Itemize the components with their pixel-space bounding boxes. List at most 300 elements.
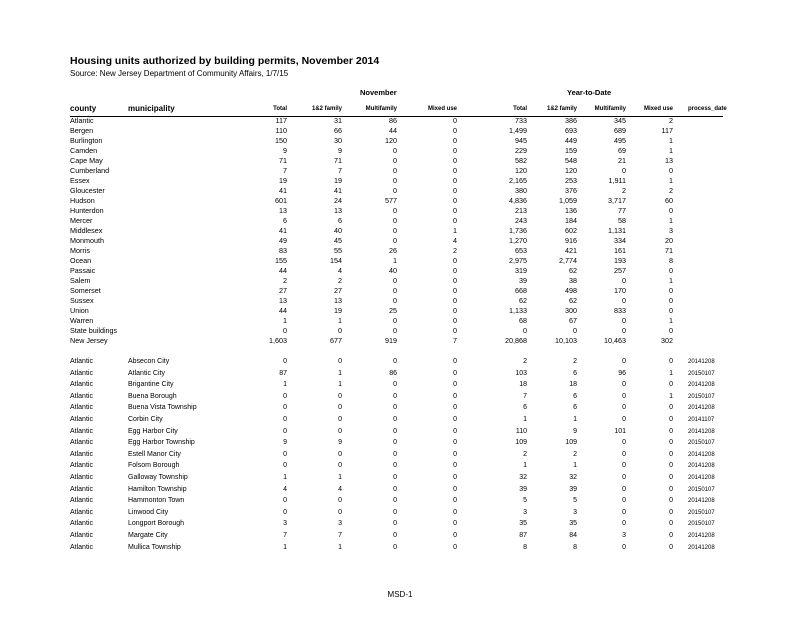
multifamily-cell: 1 [393, 256, 397, 265]
col-header-one-two-family: 1&2 family [311, 106, 342, 112]
group-header-ytd: Year-to-Date [567, 88, 612, 97]
ytd-total-cell: 213 [515, 206, 527, 215]
ytd-one-two-family-cell: 67 [569, 316, 577, 325]
county-cell: Atlantic [70, 416, 93, 423]
ytd-mixed-use-cell: 8 [669, 256, 673, 265]
ytd-total-cell: 1,133 [509, 306, 527, 315]
one-two-family-cell: 0 [338, 404, 342, 412]
ytd-total-cell: 653 [515, 246, 527, 255]
ytd-mixed-use-cell: 60 [665, 196, 673, 205]
multifamily-cell: 0 [393, 404, 397, 412]
ytd-one-two-family-cell: 916 [565, 236, 577, 245]
total-cell: 0 [283, 326, 287, 335]
county-cell: Passaic [70, 266, 96, 275]
mixed-use-cell: 0 [453, 296, 457, 305]
process-date-cell: 20150107 [688, 486, 715, 493]
county-cell: Essex [70, 176, 90, 185]
ytd-multifamily-cell: 1,131 [608, 226, 626, 235]
ytd-mixed-use-cell: 2 [669, 186, 673, 195]
total-cell: 83 [279, 246, 287, 255]
ytd-mixed-use-cell: 1 [669, 136, 673, 145]
ytd-multifamily-cell: 0 [622, 416, 626, 423]
mixed-use-cell: 4 [453, 236, 457, 245]
ytd-mixed-use-cell: 0 [669, 404, 673, 412]
ytd-multifamily-cell: 58 [618, 216, 626, 225]
ytd-multifamily-cell: 0 [622, 316, 626, 325]
county-cell: Atlantic [70, 392, 93, 400]
total-cell: 601 [275, 196, 287, 205]
total-cell: 1 [283, 543, 287, 551]
ytd-multifamily-cell: 0 [622, 326, 626, 335]
mixed-use-cell: 0 [453, 326, 457, 335]
mixed-use-cell: 0 [453, 416, 457, 423]
process-date-cell: 20141208 [688, 428, 715, 435]
mixed-use-cell: 0 [453, 156, 457, 165]
ytd-total-cell: 3 [523, 508, 527, 516]
municipality-cell: Folsom Borough [128, 462, 180, 470]
ytd-multifamily-cell: 3 [622, 532, 626, 539]
ytd-multifamily-cell: 170 [614, 286, 626, 295]
ytd-total-cell: 733 [515, 116, 527, 125]
total-cell: 155 [275, 256, 287, 265]
mixed-use-cell: 0 [453, 462, 457, 470]
ytd-multifamily-cell: 0 [622, 474, 626, 481]
ytd-mixed-use-cell: 1 [669, 392, 673, 400]
county-cell: Atlantic [70, 532, 93, 539]
total-cell: 0 [283, 392, 287, 400]
mixed-use-cell: 0 [453, 256, 457, 265]
ytd-multifamily-cell: 833 [614, 306, 626, 315]
municipality-cell: Hamilton Township [128, 485, 187, 493]
ytd-total-cell: 582 [515, 156, 527, 165]
multifamily-cell: 0 [393, 543, 397, 551]
one-two-family-cell: 2 [338, 276, 342, 285]
ytd-one-two-family-cell: 39 [569, 485, 577, 493]
ytd-one-two-family-cell: 5 [573, 497, 577, 505]
process-date-cell: 20141208 [688, 544, 715, 551]
col-header-total: Total [273, 106, 287, 112]
municipality-cell: Brigantine City [128, 381, 174, 389]
total-cell: 41 [279, 186, 287, 195]
one-two-family-cell: 0 [338, 462, 342, 470]
multifamily-cell: 0 [393, 520, 397, 528]
municipality-cell: Egg Harbor Township [128, 439, 195, 447]
municipality-cell: Buena Vista Township [128, 404, 197, 412]
ytd-one-two-family-cell: 18 [569, 381, 577, 389]
one-two-family-cell: 45 [334, 236, 342, 245]
total-cell: 9 [283, 146, 287, 155]
one-two-family-cell: 1 [338, 369, 342, 377]
ytd-total-cell: 0 [523, 326, 527, 335]
ytd-multifamily-cell: 0 [622, 166, 626, 175]
one-two-family-cell: 27 [334, 286, 342, 295]
report-title: Housing units authorized by building permits, November 2014 [70, 55, 380, 67]
multifamily-cell: 0 [393, 416, 397, 423]
multifamily-cell: 0 [393, 236, 397, 245]
mixed-use-cell: 0 [453, 474, 457, 481]
ytd-total-cell: 243 [515, 216, 527, 225]
process-date-cell: 20150107 [688, 521, 715, 528]
total-cell: 1 [283, 381, 287, 389]
ytd-one-two-family-cell: 38 [569, 276, 577, 285]
county-cell: Hudson [70, 196, 95, 205]
ytd-one-two-family-cell: 2 [573, 450, 577, 458]
ytd-total-cell: 62 [519, 296, 527, 305]
ytd-total-cell: 1,736 [509, 226, 527, 235]
county-row [0, 146, 800, 156]
ytd-total-cell: 18 [519, 381, 527, 389]
process-date-cell: 20141208 [688, 359, 715, 365]
ytd-one-two-family-cell: 120 [565, 166, 577, 175]
col-header-multifamily: Multifamily [365, 106, 397, 112]
ytd-total-cell: 1,499 [509, 126, 527, 135]
total-cell: 44 [279, 266, 287, 275]
total-cell: 2 [283, 276, 287, 285]
one-two-family-cell: 55 [334, 246, 342, 255]
municipality-row [0, 461, 800, 471]
mixed-use-cell: 0 [453, 206, 457, 215]
total-cell: 71 [279, 156, 287, 165]
ytd-one-two-family-cell: 35 [569, 520, 577, 528]
process-date-cell: 20150107 [688, 393, 715, 400]
ytd-total-cell: 229 [515, 146, 527, 155]
ytd-one-two-family-cell: 136 [565, 206, 577, 215]
ytd-multifamily-cell: 101 [614, 427, 626, 435]
ytd-multifamily-cell: 3,717 [608, 196, 626, 205]
multifamily-cell: 0 [393, 276, 397, 285]
ytd-multifamily-cell: 495 [614, 136, 626, 145]
ytd-mixed-use-cell: 0 [669, 206, 673, 215]
mixed-use-cell: 0 [453, 439, 457, 447]
ytd-mixed-use-cell: 0 [669, 296, 673, 305]
ytd-mixed-use-cell: 0 [669, 416, 673, 423]
total-cell: 13 [279, 296, 287, 305]
ytd-total-cell: 668 [515, 286, 527, 295]
ytd-one-two-family-cell: 159 [565, 146, 577, 155]
one-two-family-cell: 7 [338, 532, 342, 539]
ytd-one-two-family-cell: 32 [569, 474, 577, 481]
municipality-cell: Hammonton Town [128, 497, 185, 505]
ytd-mixed-use-cell: 0 [669, 427, 673, 435]
total-cell: 49 [279, 236, 287, 245]
county-row [0, 246, 800, 256]
county-row [0, 276, 800, 286]
one-two-family-cell: 13 [334, 206, 342, 215]
county-row [0, 116, 800, 126]
multifamily-cell: 0 [393, 508, 397, 516]
one-two-family-cell: 1 [338, 474, 342, 481]
county-cell: Atlantic [70, 358, 93, 365]
ytd-mixed-use-cell: 0 [669, 358, 673, 365]
ytd-one-two-family-cell: 62 [569, 266, 577, 275]
one-two-family-cell: 19 [334, 306, 342, 315]
county-cell: Atlantic [70, 404, 93, 412]
mixed-use-cell: 0 [453, 381, 457, 389]
county-cell: Cape May [70, 156, 103, 165]
ytd-one-two-family-cell: 498 [565, 286, 577, 295]
county-cell: Atlantic [70, 439, 93, 447]
process-date-cell: 20141107 [688, 417, 715, 423]
total-cell: 1 [283, 316, 287, 325]
one-two-family-cell: 30 [334, 136, 342, 145]
ytd-total-cell: 4,836 [509, 196, 527, 205]
ytd-total-cell: 20,868 [505, 336, 527, 345]
mixed-use-cell: 0 [453, 166, 457, 175]
ytd-multifamily-cell: 345 [614, 116, 626, 125]
ytd-one-two-family-cell: 8 [573, 543, 577, 551]
municipality-cell: Corbin City [128, 416, 163, 423]
municipality-cell: Linwood City [128, 508, 169, 516]
total-cell: 41 [279, 226, 287, 235]
county-cell: Atlantic [70, 520, 93, 528]
county-row [0, 236, 800, 246]
one-two-family-cell: 0 [338, 508, 342, 516]
mixed-use-cell: 0 [453, 497, 457, 505]
ytd-mixed-use-cell: 3 [669, 226, 673, 235]
ytd-multifamily-cell: 0 [622, 392, 626, 400]
ytd-one-two-family-cell: 421 [565, 246, 577, 255]
mixed-use-cell: 0 [453, 520, 457, 528]
ytd-total-cell: 2 [523, 450, 527, 458]
county-cell: Atlantic [70, 474, 93, 481]
ytd-multifamily-cell: 0 [622, 497, 626, 505]
ytd-one-two-family-cell: 184 [565, 216, 577, 225]
county-row [0, 316, 800, 326]
multifamily-cell: 0 [393, 427, 397, 435]
one-two-family-cell: 31 [334, 116, 342, 125]
county-cell: Ocean [70, 256, 92, 265]
municipality-row [0, 496, 800, 506]
county-cell: Camden [70, 146, 98, 155]
municipality-row [0, 415, 800, 425]
one-two-family-cell: 677 [330, 336, 342, 345]
total-cell: 1 [283, 474, 287, 481]
multifamily-cell: 25 [389, 306, 397, 315]
ytd-multifamily-cell: 2 [622, 186, 626, 195]
municipality-cell: Longport Borough [128, 520, 185, 528]
ytd-mixed-use-cell: 0 [669, 497, 673, 505]
total-cell: 117 [275, 116, 287, 125]
ytd-total-cell: 1 [523, 416, 527, 423]
ytd-mixed-use-cell: 0 [669, 520, 673, 528]
total-cell: 87 [279, 369, 287, 377]
one-two-family-cell: 40 [334, 226, 342, 235]
municipality-cell: Galloway Township [128, 474, 188, 481]
ytd-mixed-use-cell: 1 [669, 216, 673, 225]
ytd-mixed-use-cell: 0 [669, 326, 673, 335]
mixed-use-cell: 0 [453, 358, 457, 365]
mixed-use-cell: 0 [453, 116, 457, 125]
ytd-total-cell: 2,165 [509, 176, 527, 185]
ytd-multifamily-cell: 257 [614, 266, 626, 275]
county-row [0, 186, 800, 196]
ytd-multifamily-cell: 10,463 [604, 336, 626, 345]
ytd-multifamily-cell: 0 [622, 404, 626, 412]
county-cell: Atlantic [70, 543, 93, 551]
process-date-cell: 20150107 [688, 509, 715, 516]
municipality-row [0, 380, 800, 390]
ytd-one-two-family-cell: 1,059 [559, 196, 577, 205]
mixed-use-cell: 0 [453, 146, 457, 155]
multifamily-cell: 0 [393, 439, 397, 447]
one-two-family-cell: 3 [338, 520, 342, 528]
ytd-mixed-use-cell: 2 [669, 116, 673, 125]
ytd-total-cell: 39 [519, 276, 527, 285]
col-header-municipality: municipality [128, 104, 175, 113]
page-footer: MSD-1 [387, 590, 413, 599]
ytd-multifamily-cell: 0 [622, 462, 626, 470]
total-cell: 110 [275, 126, 287, 135]
ytd-multifamily-cell: 0 [622, 520, 626, 528]
ytd-total-cell: 1,270 [509, 236, 527, 245]
ytd-mixed-use-cell: 0 [669, 306, 673, 315]
one-two-family-cell: 9 [338, 146, 342, 155]
mixed-use-cell: 1 [453, 226, 457, 235]
multifamily-cell: 0 [393, 286, 397, 295]
ytd-mixed-use-cell: 117 [661, 126, 673, 135]
ytd-total-cell: 945 [515, 136, 527, 145]
ytd-one-two-family-cell: 6 [573, 392, 577, 400]
col-header-ytd-one-two-family: 1&2 family [546, 106, 577, 112]
county-row [0, 306, 800, 316]
one-two-family-cell: 0 [338, 358, 342, 365]
multifamily-cell: 26 [389, 246, 397, 255]
county-row [0, 126, 800, 136]
mixed-use-cell: 0 [453, 369, 457, 377]
ytd-multifamily-cell: 0 [622, 543, 626, 551]
one-two-family-cell: 154 [330, 256, 342, 265]
ytd-mixed-use-cell: 13 [665, 156, 673, 165]
ytd-one-two-family-cell: 0 [573, 326, 577, 335]
county-cell: Gloucester [70, 186, 105, 195]
ytd-one-two-family-cell: 6 [573, 369, 577, 377]
ytd-multifamily-cell: 96 [618, 369, 626, 377]
ytd-mixed-use-cell: 0 [669, 166, 673, 175]
total-cell: 4 [283, 485, 287, 493]
ytd-one-two-family-cell: 109 [565, 439, 577, 447]
total-cell: 9 [283, 439, 287, 447]
ytd-multifamily-cell: 0 [622, 381, 626, 389]
multifamily-cell: 0 [393, 497, 397, 505]
multifamily-cell: 0 [393, 226, 397, 235]
municipality-row [0, 450, 800, 460]
ytd-total-cell: 319 [515, 266, 527, 275]
ytd-total-cell: 87 [519, 532, 527, 539]
ytd-one-two-family-cell: 253 [565, 176, 577, 185]
total-cell: 0 [283, 427, 287, 435]
mixed-use-cell: 7 [453, 336, 457, 345]
total-cell: 0 [283, 358, 287, 365]
one-two-family-cell: 41 [334, 186, 342, 195]
county-row [0, 166, 800, 176]
one-two-family-cell: 0 [338, 427, 342, 435]
multifamily-cell: 86 [389, 116, 397, 125]
total-cell: 6 [283, 216, 287, 225]
mixed-use-cell: 0 [453, 392, 457, 400]
process-date-cell: 20141208 [688, 405, 715, 412]
ytd-mixed-use-cell: 0 [669, 381, 673, 389]
ytd-multifamily-cell: 0 [622, 485, 626, 493]
county-cell: Atlantic [70, 116, 94, 125]
one-two-family-cell: 4 [338, 266, 342, 275]
multifamily-cell: 577 [385, 196, 397, 205]
county-cell: Salem [70, 276, 91, 285]
ytd-multifamily-cell: 689 [614, 126, 626, 135]
multifamily-cell: 919 [385, 336, 397, 345]
county-cell: Atlantic [70, 508, 93, 516]
county-row [0, 326, 800, 336]
one-two-family-cell: 0 [338, 416, 342, 423]
county-cell: Warren [70, 316, 94, 325]
process-date-cell: 20150107 [688, 440, 715, 447]
ytd-mixed-use-cell: 0 [669, 474, 673, 481]
ytd-multifamily-cell: 77 [618, 206, 626, 215]
county-cell: Somerset [70, 286, 101, 295]
municipality-row [0, 473, 800, 483]
municipality-cell: Egg Harbor City [128, 427, 178, 435]
col-header-ytd-multifamily: Multifamily [594, 106, 626, 112]
ytd-total-cell: 120 [515, 166, 527, 175]
one-two-family-cell: 7 [338, 166, 342, 175]
multifamily-cell: 0 [393, 326, 397, 335]
total-cell: 0 [283, 508, 287, 516]
county-row [0, 336, 800, 346]
mixed-use-cell: 0 [453, 186, 457, 195]
ytd-one-two-family-cell: 1 [573, 462, 577, 470]
county-cell: Sussex [70, 296, 94, 305]
ytd-one-two-family-cell: 300 [565, 306, 577, 315]
municipality-cell: Buena Borough [128, 392, 177, 400]
county-cell: Burlington [70, 136, 103, 145]
mixed-use-cell: 0 [453, 427, 457, 435]
multifamily-cell: 0 [393, 381, 397, 389]
ytd-total-cell: 110 [515, 427, 527, 435]
ytd-mixed-use-cell: 1 [669, 369, 673, 377]
mixed-use-cell: 0 [453, 404, 457, 412]
multifamily-cell: 0 [393, 216, 397, 225]
ytd-total-cell: 109 [515, 439, 527, 447]
ytd-multifamily-cell: 161 [614, 246, 626, 255]
process-date-cell: 20150107 [688, 370, 715, 377]
ytd-multifamily-cell: 0 [622, 439, 626, 447]
ytd-mixed-use-cell: 0 [669, 266, 673, 275]
mixed-use-cell: 0 [453, 176, 457, 185]
ytd-multifamily-cell: 334 [614, 236, 626, 245]
multifamily-cell: 0 [393, 485, 397, 493]
ytd-mixed-use-cell: 0 [669, 543, 673, 551]
mixed-use-cell: 0 [453, 485, 457, 493]
total-cell: 7 [283, 166, 287, 175]
col-header-county: county [70, 104, 97, 113]
county-cell: Cumberland [70, 166, 110, 175]
ytd-mixed-use-cell: 0 [669, 439, 673, 447]
multifamily-cell: 0 [393, 146, 397, 155]
multifamily-cell: 40 [389, 266, 397, 275]
one-two-family-cell: 1 [338, 381, 342, 389]
ytd-multifamily-cell: 0 [622, 296, 626, 305]
mixed-use-cell: 0 [453, 450, 457, 458]
mixed-use-cell: 0 [453, 532, 457, 539]
multifamily-cell: 0 [393, 296, 397, 305]
multifamily-cell: 0 [393, 176, 397, 185]
one-two-family-cell: 0 [338, 326, 342, 335]
county-cell: Atlantic [70, 369, 93, 377]
municipality-cell: Absecon City [128, 358, 170, 365]
multifamily-cell: 0 [393, 462, 397, 470]
multifamily-cell: 0 [393, 474, 397, 481]
mixed-use-cell: 0 [453, 216, 457, 225]
municipality-row [0, 403, 800, 413]
